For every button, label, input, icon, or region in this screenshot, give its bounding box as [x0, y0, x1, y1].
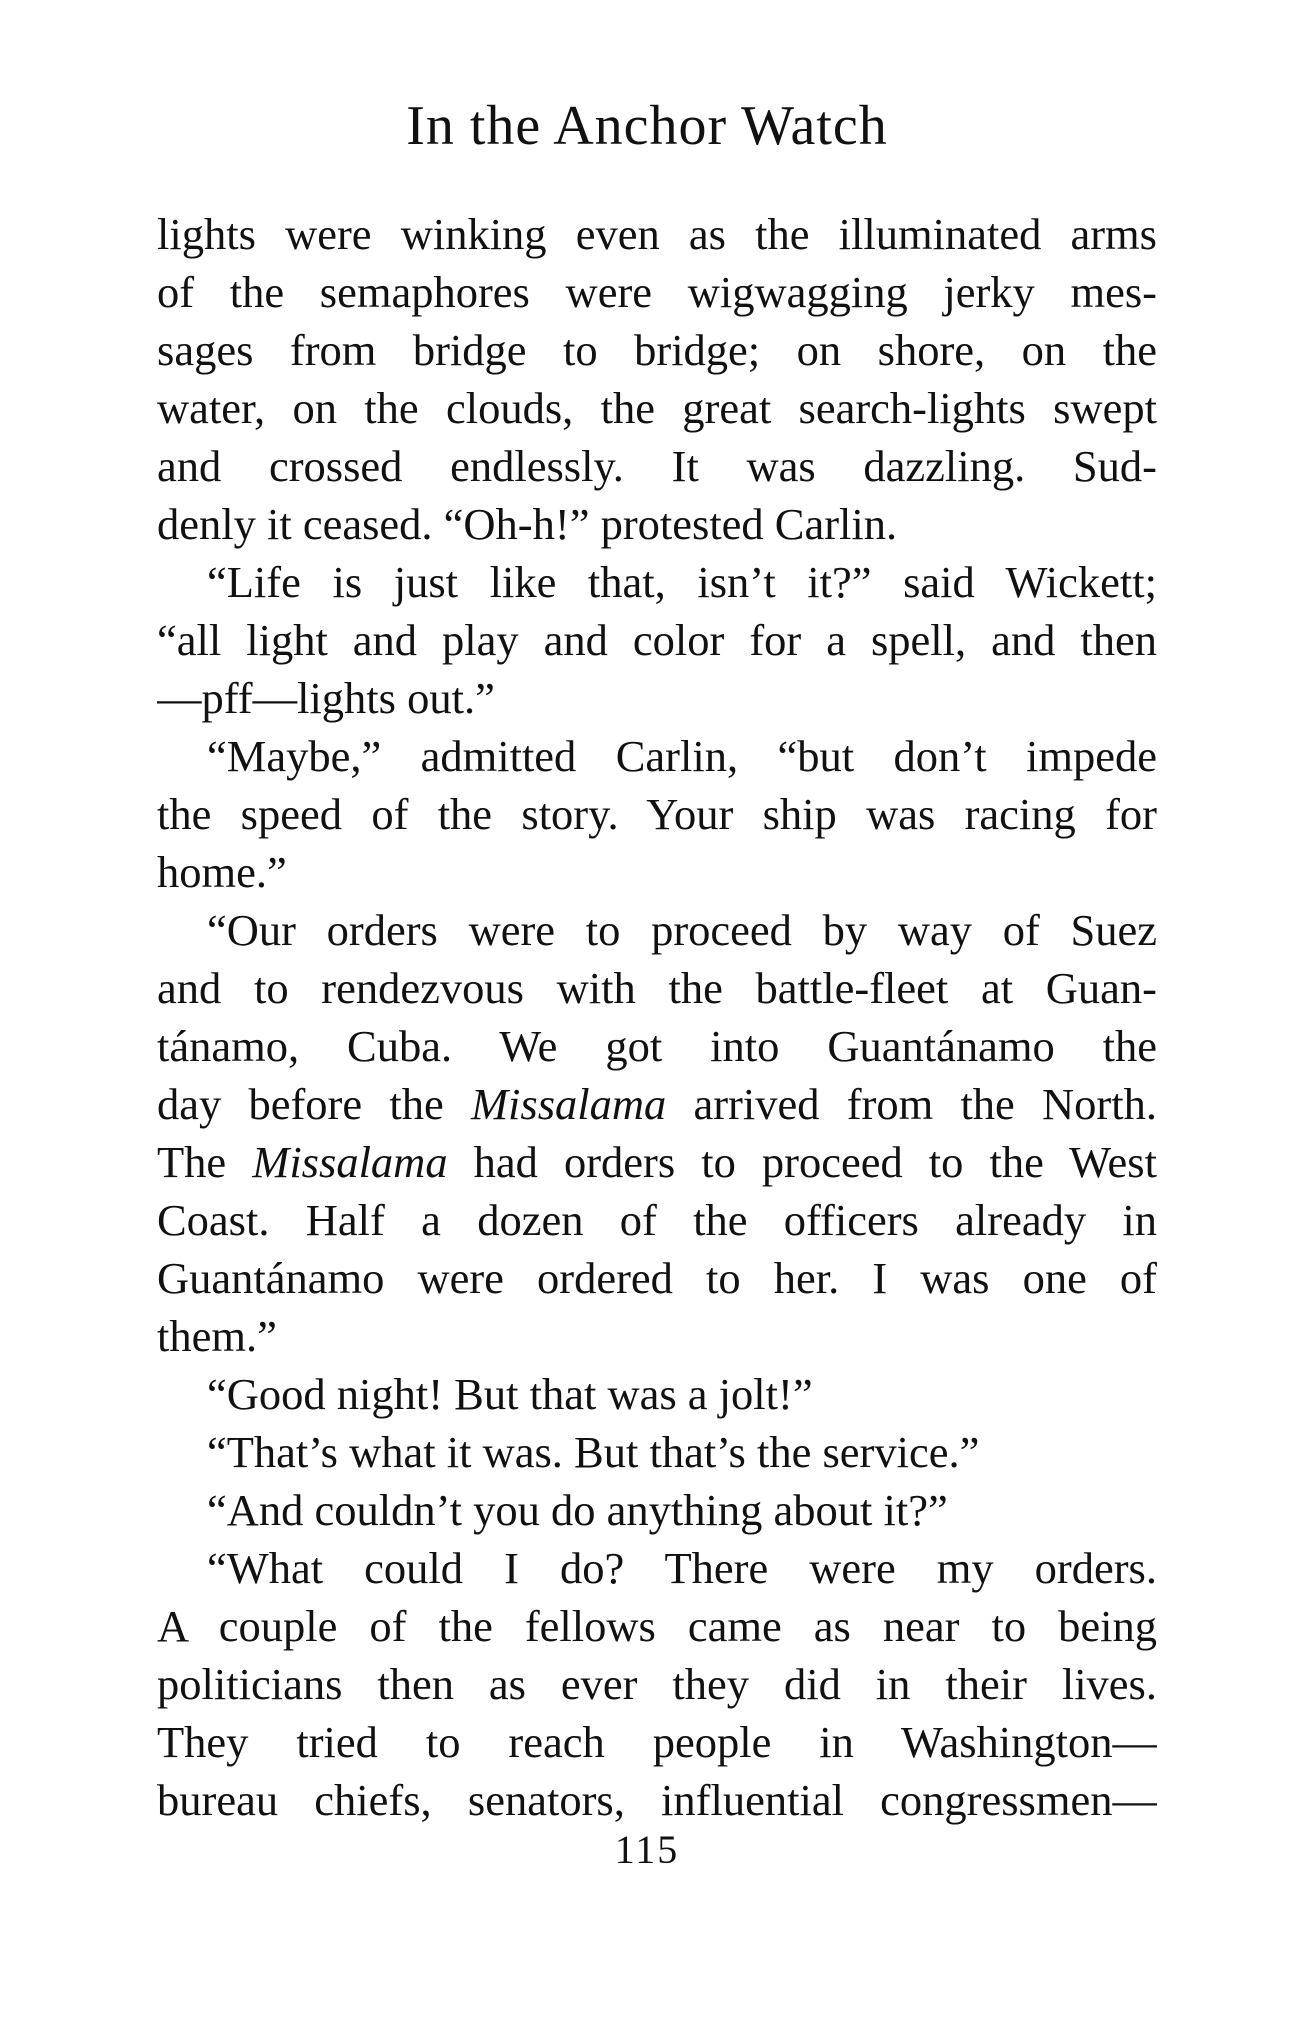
- ship-name: Missalama: [252, 1137, 448, 1187]
- text-line: and to rendezvous with the battle-fleet at Guan-: [157, 963, 1157, 1013]
- text-line: bureau chiefs, senators, influential congressmen—: [157, 1775, 1157, 1825]
- text-line: “Maybe,” admitted Carlin, “but don’t impede: [207, 731, 1157, 781]
- text-line: The Missalama had orders to proceed to the West: [157, 1137, 1157, 1187]
- text-line: “Our orders were to proceed by way of Suez: [207, 905, 1157, 955]
- text-line: them.”: [157, 1311, 277, 1361]
- text-line: “What could I do? There were my orders.: [207, 1543, 1157, 1593]
- text-line: of the semaphores were wigwagging jerky mes-: [157, 267, 1157, 317]
- body-text: [157, 205, 1157, 1829]
- text-line: and crossed endlessly. It was dazzling. Sud-: [157, 441, 1157, 491]
- text-line: “all light and play and color for a spell, and then: [157, 615, 1157, 665]
- text-line: “Life is just like that, isn’t it?” said Wickett;: [207, 557, 1157, 607]
- ship-name: Missalama: [470, 1079, 667, 1129]
- page-number: 115: [614, 1827, 680, 1872]
- text-line: sages from bridge to bridge; on shore, on the: [157, 325, 1157, 375]
- text-line: Coast. Half a dozen of the officers already in: [157, 1195, 1157, 1245]
- text-line: politicians then as ever they did in their lives.: [157, 1659, 1157, 1709]
- text-line: denly it ceased. “Oh-h!” protested Carlin.: [157, 499, 898, 549]
- text-line: A couple of the fellows came as near to being: [157, 1601, 1157, 1651]
- text-line: home.”: [157, 847, 287, 897]
- text-line: water, on the clouds, the great search-lights swept: [157, 383, 1157, 433]
- text-line: Guantánamo were ordered to her. I was one of: [157, 1253, 1157, 1303]
- text-line: tánamo, Cuba. We got into Guantánamo the: [157, 1021, 1157, 1071]
- running-head: In the Anchor Watch: [406, 95, 888, 157]
- text-line: lights were winking even as the illuminated arms: [157, 209, 1157, 259]
- text-line: the speed of the story. Your ship was racing for: [157, 789, 1157, 839]
- text-line: “That’s what it was. But that’s the service.”: [207, 1427, 980, 1477]
- text-line: They tried to reach people in Washington—: [157, 1717, 1157, 1767]
- text-line: day before the Missalama arrived from the North.: [157, 1079, 1157, 1129]
- text-line: —pff—lights out.”: [157, 673, 495, 723]
- text-line: “Good night! But that was a jolt!”: [207, 1369, 813, 1419]
- text-line: “And couldn’t you do anything about it?”: [207, 1485, 948, 1535]
